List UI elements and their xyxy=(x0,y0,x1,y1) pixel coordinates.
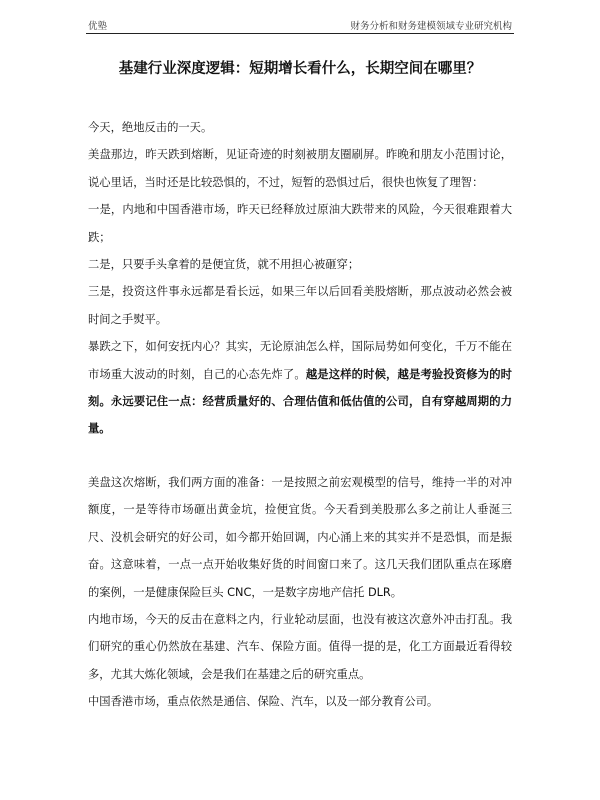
article-body xyxy=(88,114,512,716)
paragraph-8: 内地市场，今天的反击在意料之内，行业轮动层面，也没有被这次意外冲击打乱。我们研究的重心仍然放在基建、汽车、保险方面。值得一提的是，化工方面最近看得较多，尤其大炼化领域，会是我们在基建之后的研究重点。 xyxy=(88,612,512,681)
paragraph-gap xyxy=(88,443,512,469)
paragraph-6-bold: 越是这样的时候，越是考验投资修为的时刻。永远要记住一点：经营质量好的、合理估值和低估值的公司，自有穿越周期的力量。 xyxy=(88,367,512,436)
paragraph-1: 今天，绝地反击的一天。 xyxy=(88,121,213,134)
paragraph-9: 中国香港市场，重点依然是通信、保险、汽车，以及一部分教育公司。 xyxy=(88,695,439,709)
paragraph-6-plain: 暴跌之下，如何安抚内心？其实，无论原油怎么样，国际局势如何变化，千万不能在市场重大波动的时刻，自己的心态先炸了。 xyxy=(88,340,512,381)
paragraph-2: 美盘那边，昨天跌到熔断，见证奇迹的时刻被朋友圈刷屏。昨晚和朋友小范围讨论，说心里话，当时还是比较恐惧的，不过，短暂的恐惧过后，很快也恢复了理智： xyxy=(88,148,512,189)
header-tagline: 财务分析和财务建模领域专业研究机构 xyxy=(350,21,512,32)
paragraph-7: 美盘这次熔断，我们两方面的准备：一是按照之前宏观模型的信号，维持一半的对冲额度，一是等待市场砸出黄金坑，捡便宜货。今天看到美股那么多之前让人垂涎三尺、没机会研究的好公司，如今都开始回调，内心涌上来的其实并不是恐惧，而是振奋。这意味着，一点一点开始收集好货的时间窗口来了。这几天我们团队重点在琢磨的案例，一是健康保险巨头 CNC，一是数字房地产信托 DLR。 xyxy=(88,475,512,599)
paragraph-3: 一是，内地和中国香港市场，昨天已经释放过原油大跌带来的风险，今天很难跟着大跌； xyxy=(88,203,512,244)
paragraph-4: 二是，只要手头拿着的是便宜货，就不用担心被砸穿； xyxy=(88,258,360,272)
paragraph-6 xyxy=(88,333,512,443)
paragraph-5: 三是，投资这件事永远都是看长远，如果三年以后回看美股熔断，那点波动必然会被时间之手熨平。 xyxy=(88,285,512,326)
page-title: 基建行业深度逻辑：短期增长看什么，长期空间在哪里？ xyxy=(118,61,482,77)
header-divider xyxy=(86,33,514,34)
header-brand: 优塾 xyxy=(88,21,108,32)
